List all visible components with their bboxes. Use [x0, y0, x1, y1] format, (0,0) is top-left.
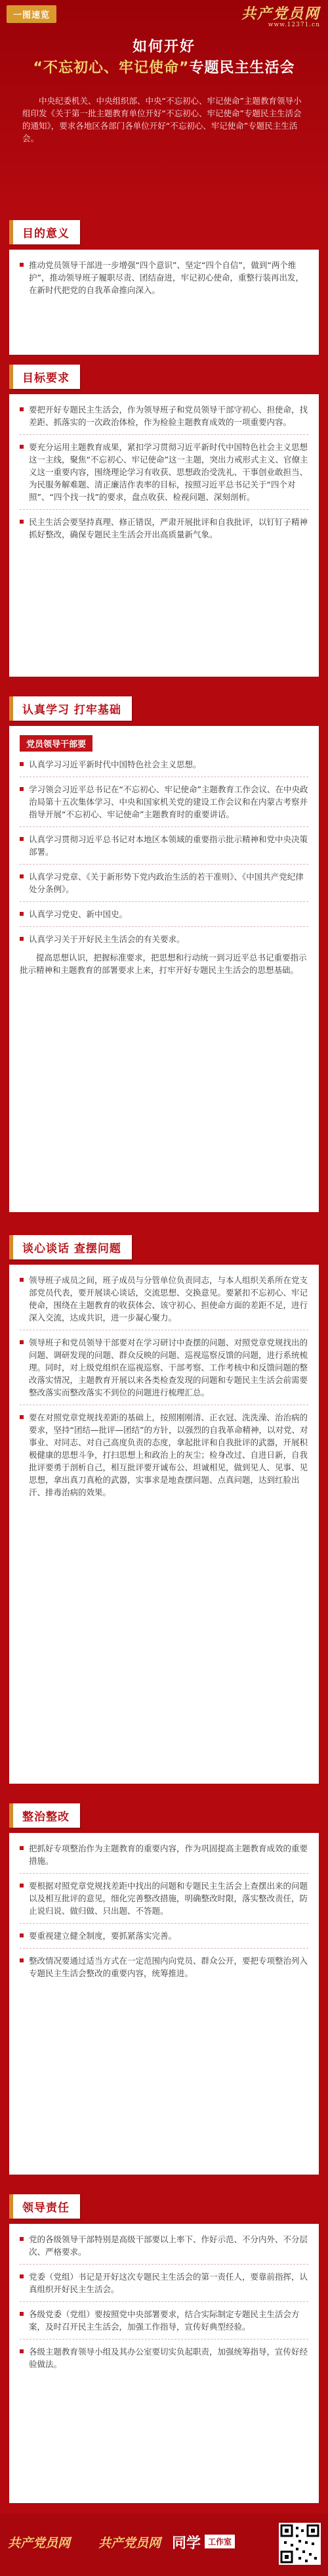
- list-item: 领导班子成员之间，班子成员与分管单位负责同志，与本人组织关系所在党支部党员代表，要开展谈心谈话，交流思想、交换意见。要紧扣不忘初心、牢记使命，围绕在主题教育的收获体会、该守初心、担使命方面的差距不足，进行深入交流，达成共识，进一步凝心聚力。: [20, 1274, 308, 1330]
- list-item: 各级党委（党组）要按照党中央部署要求，结合实际制定专题民主生活会方案，及时召开民主生活会，加强工作指导，宣传好典型经验。: [20, 2308, 308, 2339]
- page-title-line1: 如何开好: [132, 39, 195, 55]
- section-card-leadership: [9, 2224, 319, 2503]
- brand-logo: [241, 3, 320, 28]
- list-item: 认真学习关于开好民主生活会的有关要求。: [20, 933, 308, 951]
- list-item: 各级主题教育领导小组及其办公室要切实负起职责，加强统筹指导，宣传好经验做法。: [20, 2345, 308, 2376]
- list-item: 党的各级领导干部特别是高级干部要以上率下、作好示范、不分内外、不分层次、严格要求。: [20, 2233, 308, 2265]
- category-badge: 一图速览: [7, 5, 56, 23]
- section-heading-goals: 目标要求: [9, 365, 80, 389]
- list-item: 认真学习党史、新中国史。: [20, 908, 308, 927]
- list-item: 认真学习贯彻习近平总书记对本地区本领域的重要指示批示精神和党中央决策部署。: [20, 833, 308, 865]
- brand-name: 共产党员网: [241, 5, 320, 22]
- list-item: 要重视建立健全制度，要抓紧落实完善。: [20, 1930, 308, 1949]
- brand-url: www.12371.cn: [268, 22, 320, 28]
- section-heading-talks: 谈心谈话 查摆问题: [9, 1235, 132, 1259]
- study-list: [20, 758, 308, 951]
- list-item: 党委（党组）书记是开好这次专题民主生活会的第一责任人，要靠前指挥，认真组织开好民主生活会。: [20, 2271, 308, 2302]
- leadership-list: [20, 2233, 308, 2376]
- list-item: 认真学习习近平新时代中国特色社会主义思想。: [20, 758, 308, 777]
- section-card-talks: [9, 1265, 319, 1784]
- qr-code-icon[interactable]: [279, 2523, 321, 2565]
- section-heading-leadership: 领导责任: [9, 2194, 80, 2219]
- footer-brand-logo-2: 共产党员网: [98, 2536, 161, 2550]
- list-item: 民主生活会要坚持真理、修正错误，严肃开展批评和自我批评，以钉钉子精神抓好整改，确保专题民主生活会开出高质量新气象。: [20, 516, 308, 547]
- footer: [0, 2514, 328, 2576]
- study-closing: 提高思想认识，把握标准要求，把思想和行动统一到习近平总书记重要指示批示精神和主题教育的部署要求上来，打牢开好专题民主生活会的思想基础。: [20, 953, 307, 975]
- section-card-purpose: [9, 250, 319, 355]
- list-item: 领导班子和党员领导干部要对在学习研讨中查摆的问题、对照党章党规找出的问题、调研发现的问题、群众反映的问题、巡视巡察反馈的问题，进行系统梳理。同时，对上级党组织在巡视巡察、干部考察、工作考核中和反馈问题的整改落实情况，主题教育开展以来各类检查发现的问题和专题民主生活会前需要整改落实而整改落实不到位的问题进行梳理汇总。: [20, 1336, 308, 1405]
- footer-study-logo: 同学: [172, 2535, 201, 2552]
- study-subhead: 党员领导干部要: [20, 735, 92, 752]
- section-heading-rectify: 整治整改: [9, 1803, 80, 1828]
- list-item: 要在对照党章党规找差距的基础上，按照刚刚清、正衣冠、洗洗澡、治治病的要求，坚持“团结—批评—团结”的方针，以强烈的自我革命精神，以对党、对事业、对同志、对自己高度负责的态度，拿起批评和自我批评的武器，开展积极健康的思想斗争，打扫思想上和政治上的灰尘；检身改过、自进日新，自我批评要勇于剖析自己，相互批评要开诚布公、坦诚相见，做到见人、见事、见思想，拿出真刀真枪的武器，实事求是地查摆问题、点真问题，达到红脸出汗、排毒治病的效果。: [20, 1411, 308, 1504]
- title-quote: “不忘初心、牢记使命”: [33, 60, 190, 76]
- list-item: 整改情况要通过适当方式在一定范围内向党员、群众公开，要把专项整治列入专题民主生活会整改的重要内容，统筹推进。: [20, 1955, 308, 1985]
- goals-list: [20, 403, 308, 547]
- section-card-study: [9, 726, 319, 1212]
- page-title-line2: [0, 56, 328, 77]
- title-rest: 专题民主生活会: [189, 60, 295, 76]
- section-heading-purpose: 目的意义: [9, 220, 80, 244]
- section-card-rectify: [9, 1833, 319, 2175]
- header: [0, 0, 328, 197]
- footer-brand-logo: 共产党员网: [8, 2536, 71, 2550]
- list-item: 要把开好专题民主生活会，作为领导班子和党员领导干部守初心、担使命，找差距、抓落实的一次政治体检，作为检验主题教育成效的一项重要内容。: [20, 403, 308, 435]
- list-item: 要充分运用主题教育成果，紧扣学习贯彻习近平新时代中国特色社会主义思想这一主线，聚焦“不忘初心、牢记使命”这一主题，突出力戒形式主义、官僚主义这一重要内容，围绕理论学习有收获、思想政治受洗礼、干事创业敢担当、为民服务解难题、清正廉洁作表率的目标，按照习近平总书记关于“四个对照”、“四个找一找”的要求，盘点收获、检视问题、深刻剖析。: [20, 441, 308, 510]
- list-item: 认真学习党章、《关于新形势下党内政治生活的若干准则》、《中国共产党纪律处分条例》。: [20, 870, 308, 902]
- section-card-goals: [9, 394, 319, 677]
- footer-studio-label: 工作室: [205, 2535, 235, 2548]
- intro-paragraph: 中央纪委机关、中央组织部、中央“不忘初心、牢记使命”主题教育领导小组印发《关于第一批主题教育单位开好“不忘初心、牢记使命”专题民主生活会的通知》，要求各地区各部门各单位开好“不忘初心、牢记使命”专题民主生活会。: [22, 96, 302, 143]
- list-item: 把抓好专项整治作为主题教育的重要内容，作为巩固提高主题教育成效的重要措施。: [20, 1842, 308, 1874]
- list-item: 学习领会习近平总书记在“不忘初心、牢记使命”主题教育工作会议、在中央政治局第十五次集体学习、中央和国家机关党的建设工作会议和在内蒙古考察并指导开展“不忘初心、牢记使命”主题教育时的重要讲话。: [20, 783, 308, 827]
- section-heading-study: 认真学习 打牢基础: [9, 696, 132, 721]
- purpose-list: [20, 259, 308, 302]
- list-item: 推动党员领导干部进一步增强“四个意识”、坚定“四个自信”，做到“两个维护”，推动领导班子履职尽责、团结奋进，牢记初心使命，重整行装再出发，在新时代把党的自我革命推向深入。: [20, 259, 308, 302]
- talks-list: [20, 1274, 308, 1504]
- list-item: 要根据对照党章党规找差距中找出的问题和专题民主生活会上查摆出来的问题以及相互批评的意见，细化完善整改措施，明确整改时限，落实整改责任，防止说归说、做归做、只出题、不答题。: [20, 1880, 308, 1924]
- rectify-list: [20, 1842, 308, 1985]
